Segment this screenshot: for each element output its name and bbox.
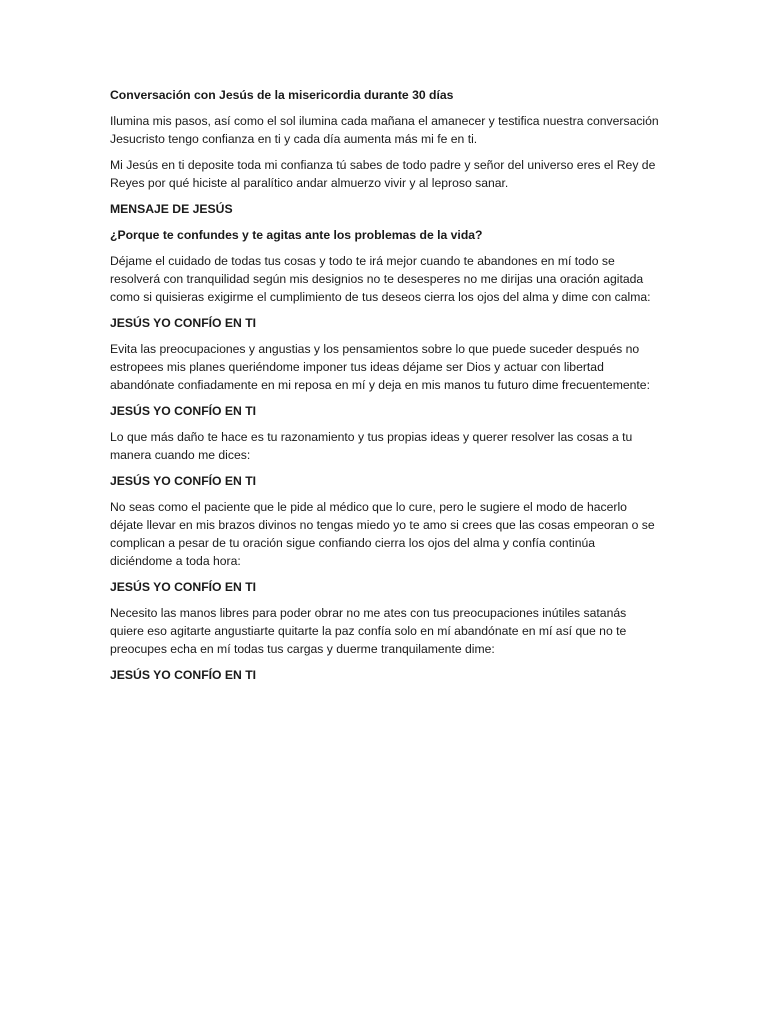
message-question: ¿Porque te confundes y te agitas ante los problemas de la vida? <box>110 228 483 242</box>
response-line: JESÚS YO CONFÍO EN TI <box>110 316 257 330</box>
response-line: JESÚS YO CONFÍO EN TI <box>110 404 257 418</box>
document-title: Conversación con Jesús de la misericordia durante 30 días <box>110 88 454 102</box>
message-heading: MENSAJE DE JESÚS <box>110 202 233 216</box>
message-paragraph: Lo que más daño te hace es tu razonamiento y tus propias ideas y querer resolver las cosas a tu manera cuando me dices: <box>110 430 633 462</box>
message-paragraph: Evita las preocupaciones y angustias y los pensamientos sobre lo que puede suceder después no estropees mis planes queriéndome imponer tus ideas déjame ser Dios y actuar con libertad abandónate confiadamente en mi reposa en mí y deja en mis manos tu futuro dime frecuentemente: <box>110 342 650 392</box>
message-paragraph: Necesito las manos libres para poder obrar no me ates con tus preocupaciones inútiles satanás quiere eso agitarte angustiarte quitarte la paz confía solo en mí abandónate en mí así que no te preocupes echa en mí todas tus cargas y duerme tranquilamente dime: <box>110 606 627 656</box>
intro-paragraph: Mi Jesús en ti deposite toda mi confianza tú sabes de todo padre y señor del universo eres el Rey de Reyes por qué hiciste al paralítico andar almuerzo vivir y al leproso sanar. <box>110 158 656 190</box>
response-line: JESÚS YO CONFÍO EN TI <box>110 668 257 682</box>
intro-paragraph: Ilumina mis pasos, así como el sol ilumina cada mañana el amanecer y testifica nuestra conversación Jesucristo tengo confianza en ti y cada día aumenta más mi fe en ti. <box>110 114 659 146</box>
document-body <box>110 86 660 692</box>
response-line: JESÚS YO CONFÍO EN TI <box>110 474 257 488</box>
response-line: JESÚS YO CONFÍO EN TI <box>110 580 257 594</box>
message-paragraph: Déjame el cuidado de todas tus cosas y todo te irá mejor cuando te abandones en mí todo se resolverá con tranquilidad según mis designios no te desesperes no me dirijas una oración agitada como si quisieras exigirme el cumplimiento de tus deseos cierra los ojos del alma y dime con calma: <box>110 254 651 304</box>
message-paragraph: No seas como el paciente que le pide al médico que lo cure, pero le sugiere el modo de hacerlo déjate llevar en mis brazos divinos no tengas miedo yo te amo si crees que las cosas empeoran o se complican a pesar de tu oración sigue confiando cierra los ojos del alma y confía continúa diciéndome a toda hora: <box>110 500 655 568</box>
